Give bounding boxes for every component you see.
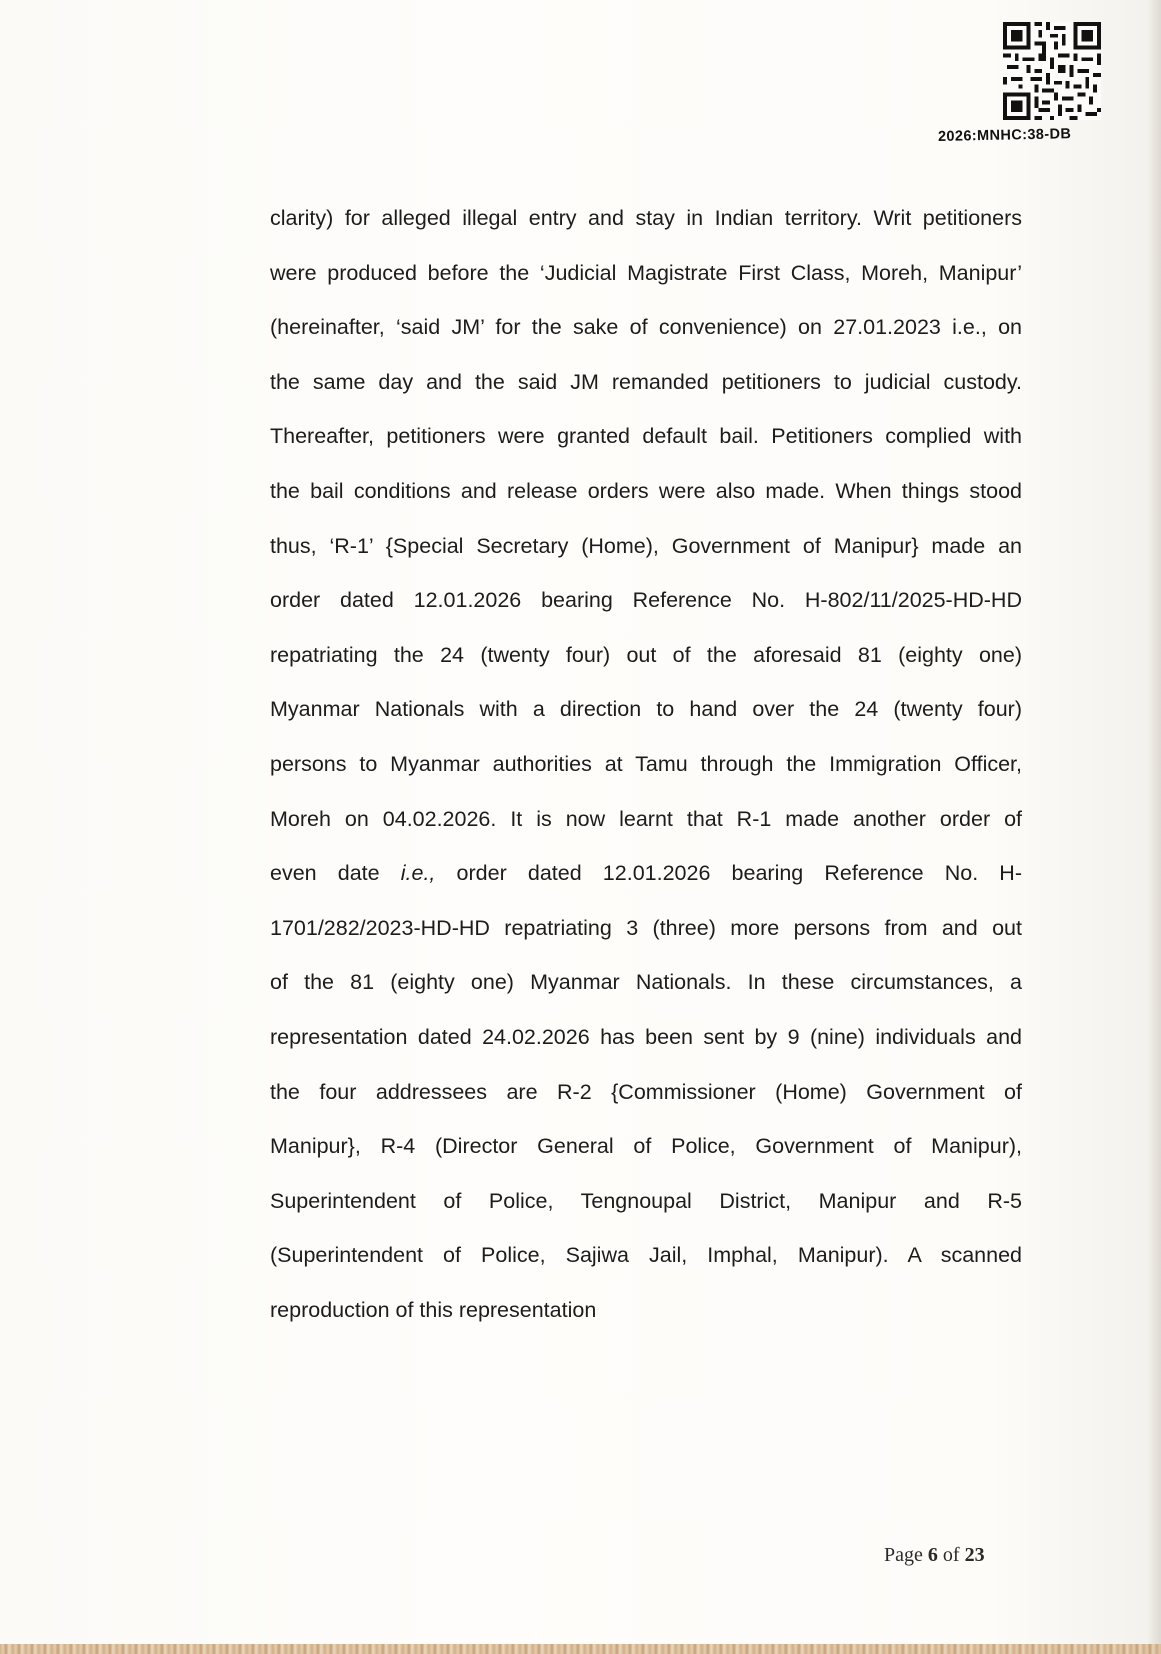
text-line: Superintendent of Police, Tengnoupal District, Manipur and R-5 (270, 1188, 1022, 1213)
text-line: Thereafter, petitioners were granted default bail. Petitioners complied with (270, 424, 1022, 449)
qr-code (1003, 22, 1101, 120)
judgment-body-text (270, 200, 1022, 1346)
neutral-citation: 2026:MNHC:38-DB (937, 126, 1072, 145)
text-line (270, 855, 1022, 910)
page-total: 23 (964, 1544, 985, 1566)
text-line: Moreh on 04.02.2026. It is now learnt that R-1 made another order of (270, 806, 1022, 831)
text-segment: even date (270, 861, 380, 886)
text-line: Manipur}, R-4 (Director General of Police, Government of Manipur), (270, 1134, 1022, 1159)
page-prefix: Page (884, 1544, 923, 1566)
text-line: of the 81 (eighty one) Myanmar Nationals. In these circumstances, a (270, 970, 1022, 995)
scan-edge-strip (0, 1644, 1161, 1654)
text-line: the four addressees are R-2 {Commissioner (Home) Government of (270, 1079, 1022, 1104)
text-line: Myanmar Nationals with a direction to hand over the 24 (twenty four) (270, 697, 1022, 722)
text-segment: order dated 12.01.2026 bearing Reference No. H- (456, 861, 1022, 886)
page-number (884, 1544, 985, 1567)
text-line: (hereinafter, ‘said JM’ for the sake of convenience) on 27.01.2023 i.e., on (270, 315, 1022, 340)
page-edge-shadow (1147, 0, 1161, 1654)
text-line: the bail conditions and release orders were also made. When things stood (270, 478, 1022, 503)
text-line: repatriating the 24 (twenty four) out of the aforesaid 81 (eighty one) (270, 642, 1022, 667)
text-line: thus, ‘R-1’ {Special Secretary (Home), Government of Manipur} made an (270, 533, 1022, 558)
text-line: were produced before the ‘Judicial Magistrate First Class, Moreh, Manipur’ (270, 260, 1022, 285)
text-line: the same day and the said JM remanded petitioners to judicial custody. (270, 369, 1022, 394)
page-current: 6 (927, 1544, 938, 1566)
page-of: of (942, 1544, 960, 1566)
text-line: representation dated 24.02.2026 has been sent by 9 (nine) individuals and (270, 1024, 1022, 1049)
text-line: order dated 12.01.2026 bearing Reference No. H-802/11/2025-HD-HD (270, 588, 1022, 613)
text-line: (Superintendent of Police, Sajiwa Jail, Imphal, Manipur). A scanned (270, 1243, 1022, 1268)
text-line: clarity) for alleged illegal entry and stay in Indian territory. Writ petitioners (270, 206, 1022, 230)
text-line: 1701/282/2023-HD-HD repatriating 3 (three) more persons from and out (270, 915, 1022, 940)
text-line: persons to Myanmar authorities at Tamu through the Immigration Officer, (270, 751, 1022, 776)
text-line: reproduction of this representation (270, 1297, 597, 1322)
italic-abbreviation: i.e., (400, 861, 436, 886)
